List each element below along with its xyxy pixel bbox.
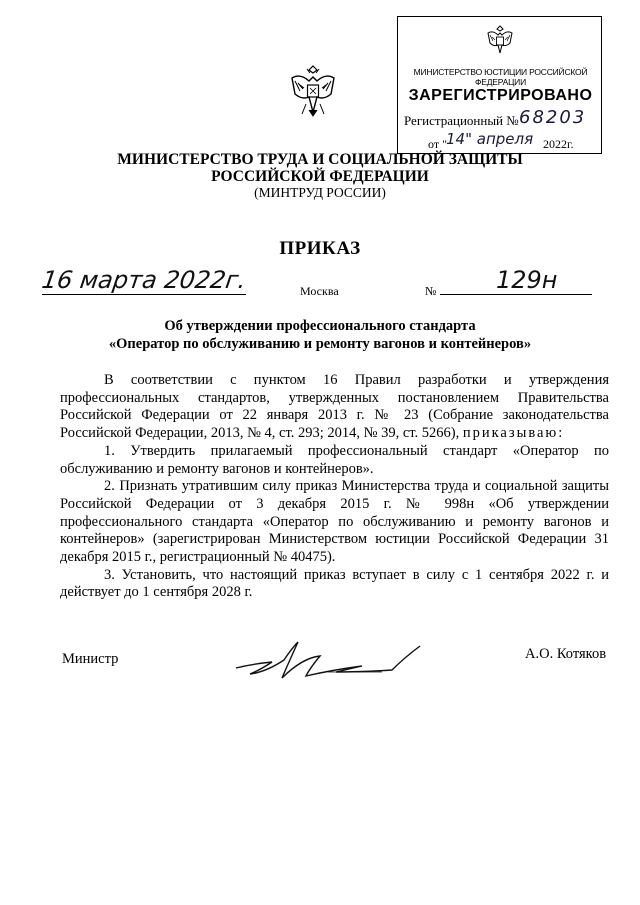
handwritten-signature [232,638,432,690]
signer-title: Министр [62,651,119,667]
order-date: 16 марта 2022г. [40,266,248,294]
order-item-1: 1. Утвердить прилагаемый профессиональный стандарт «Оператор по обслуживанию и ремонту вагонов и контейнеров». [60,442,609,477]
stamp-status: ЗАРЕГИСТРИРОВАНО [408,87,593,104]
order-body [60,372,609,602]
coat-of-arms-icon [484,23,516,57]
intro-text: В соответствии с пунктом 16 Правил разработки и утверждения профессиональных стандартов, утвержденных постановлением Правительства Российской Федерации от 22 января 2013 г. № 23 (Собрание законодательства Российской Федерации, 2013, № 4, ст. 293; 2014, № 39, ст. 5266), [60,372,609,442]
coat-of-arms-icon [288,64,338,118]
date-underline [42,294,246,295]
stamp-from-date: 14" апреля [446,130,534,148]
ministry-short-name: (МИНТРУД РОССИИ) [254,185,386,200]
stamp-reg-label: Регистрационный № [404,113,519,128]
city: Москва [300,284,339,298]
stamp-from-label: от " [428,137,447,151]
order-title-line1: Об утверждении профессионального стандарта [164,318,476,334]
stamp-from-year: 2022г. [543,137,574,151]
stamp-ministry: МИНИСТЕРСТВО ЮСТИЦИИ РОССИЙСКОЙ ФЕДЕРАЦИИ [413,67,588,87]
intro-command: приказываю: [462,425,565,442]
ministry-name-line2: РОССИЙСКОЙ ФЕДЕРАЦИИ [211,168,429,185]
signer-name: А.О. Котяков [525,646,607,662]
ministry-name-line1: МИНИСТЕРСТВО ТРУДА И СОЦИАЛЬНОЙ ЗАЩИТЫ [117,151,523,168]
intro-paragraph [60,372,609,443]
order-title-line2: «Оператор по обслуживанию и ремонту вагонов и контейнеров» [108,336,532,352]
order-item-2: 2. Признать утратившим силу приказ Министерства труда и социальной защиты Российской Федерации от 3 декабря 2015 г. № 998н «Об утверждении профессионального стандарта «Оператор по обслуживанию и ремонту вагонов и контейнеров» (зарегистрирован Министерством юстиции Российской Федерации 31 декабря 2015 г., регистрационный № 40475). [60,478,609,566]
stamp-reg-number: 68203 [519,107,587,128]
order-number: 129н [496,266,558,294]
number-underline [440,294,592,295]
document-type: ПРИКАЗ [279,238,361,259]
number-label: № [425,284,437,298]
registration-stamp [397,16,602,154]
order-item-3: 3. Установить, что настоящий приказ вступает в силу с 1 сентября 2022 г. и действует до 1 сентября 2028 г. [60,566,609,601]
